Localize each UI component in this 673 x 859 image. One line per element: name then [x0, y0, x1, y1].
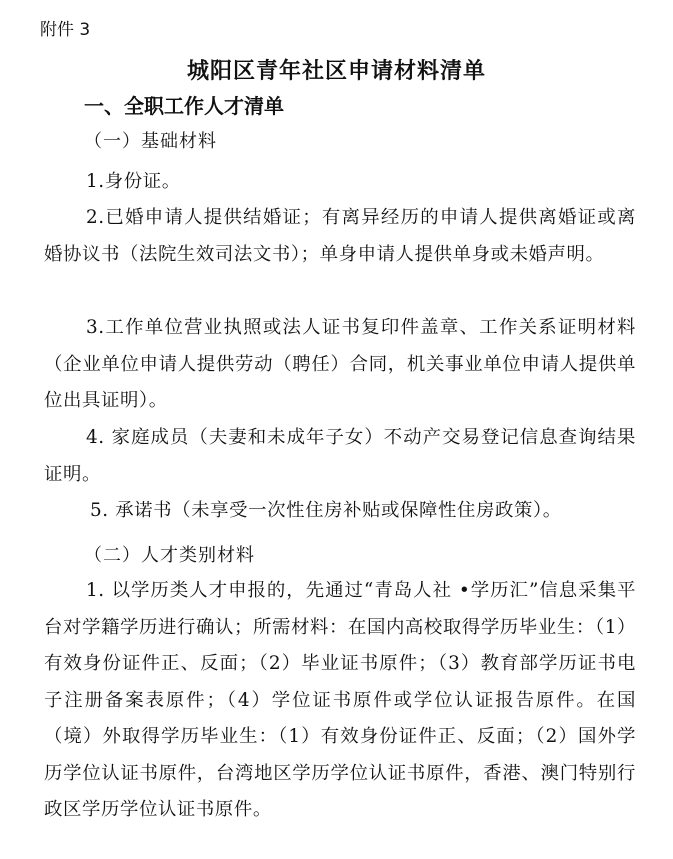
section-heading-fulltime-talent: 一、全职工作人才清单 [84, 94, 284, 118]
basic-material-item-4: 4. 家庭成员（夫妻和未成年子女）不动产交易登记信息查询结果证明。 [44, 427, 636, 485]
talent-category-item-1: 1. 以学历类人才申报的，先通过“青岛人社 •学历汇”信息采集平台对学籍学历进行确认；所需材料：在国内高校取得学历毕业生：（1）有效身份证件正、反面；（2）毕业证书原件；（3）教育部学历证书电子注册备案表原件；（4）学位证书原件或学位认证报告原件。在国（境）外取得学历毕业生：（1）有效身份证件正、反面；（2）国外学历学位认证书原件，台湾地区学历学位认证书原件，香港、澳门特别行政区学历学位认证书原件。 [44, 580, 636, 820]
basic-material-item-5: 5. 承诺书（未享受一次性住房补贴或保障性住房政策）。 [90, 500, 562, 521]
subsection-heading-talent-category-materials: （二）人才类别材料 [84, 545, 255, 566]
subsection-heading-basic-materials: （一）基础材料 [84, 131, 217, 152]
basic-material-item-1: 1.身份证。 [86, 171, 181, 192]
basic-material-item-2: 2.已婚申请人提供结婚证；有离异经历的申请人提供离婚证或离婚协议书（法院生效司法文书）；单身申请人提供单身或未婚声明。 [44, 207, 636, 265]
attachment-label: 附件 3 [40, 20, 91, 40]
document-title: 城阳区青年社区申请材料清单 [186, 58, 486, 84]
basic-material-item-3: 3.工作单位营业执照或法人证书复印件盖章、工作关系证明材料（企业单位申请人提供劳动（聘任）合同，机关事业单位申请人提供单位出具证明）。 [44, 317, 636, 411]
